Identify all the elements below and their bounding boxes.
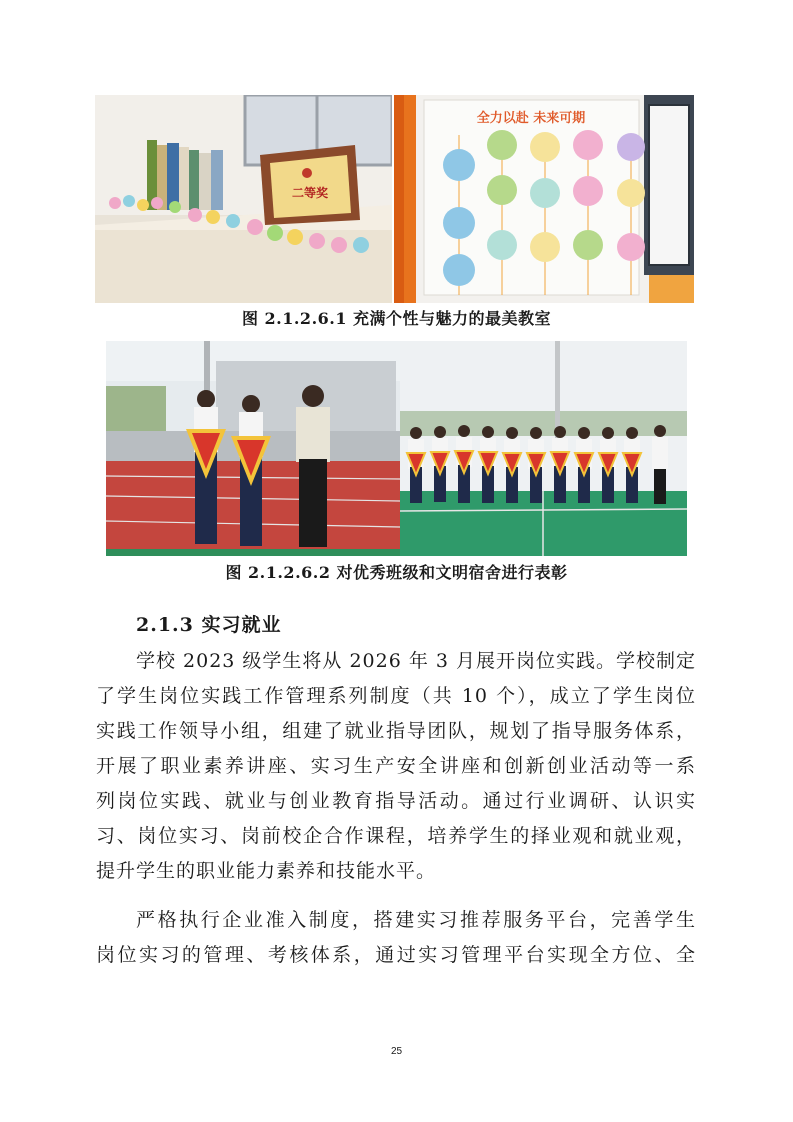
paragraph-line: 习、岗位实习、岗前校企合作课程，培养学生的择业观和就业观，: [96, 825, 696, 847]
paragraph-line: 列岗位实践、就业与创业教育指导活动。通过行业调研、认识实: [96, 790, 696, 812]
paragraph-line: 实践工作领导小组，组建了就业指导团队，规划了指导服务体系，: [96, 720, 696, 742]
paragraph-line: 岗位实习的管理、考核体系，通过实习管理平台实现全方位、全: [96, 944, 696, 966]
section-heading: 2.1.3 实习就业: [136, 614, 282, 636]
award-group-photo: [400, 341, 687, 556]
body-paragraph-1: [96, 644, 696, 889]
paragraph-line: 开展了职业素养讲座、实习生产安全讲座和创新创业活动等一系: [96, 755, 696, 777]
classroom-wallboard-photo: [394, 95, 694, 303]
paragraph-line: 学校 2023 级学生将从 2026 年 3 月展开岗位实践。学校制定: [136, 650, 697, 672]
classroom-shelf-photo: [95, 95, 392, 303]
page-number: 25: [390, 1046, 403, 1057]
paragraph-line: 严格执行企业准入制度，搭建实习推荐服务平台，完善学生: [136, 909, 696, 931]
paragraph-line: 提升学生的职业能力素养和技能水平。: [96, 860, 437, 882]
figure-caption-1: 图 2.1.2.6.1 充满个性与魅力的最美教室: [241, 309, 552, 328]
figure-caption-2: 图 2.1.2.6.2 对优秀班级和文明宿舍进行表彰: [225, 563, 568, 582]
certificate-title: 二等奖: [291, 186, 329, 200]
paragraph-line: 了学生岗位实践工作管理系列制度（共 10 个），成立了学生岗位: [96, 685, 696, 707]
body-paragraph-2: [96, 903, 696, 973]
award-students-photo: [106, 341, 400, 556]
wallboard-banner-text: 全力以赴 未来可期: [476, 111, 586, 126]
